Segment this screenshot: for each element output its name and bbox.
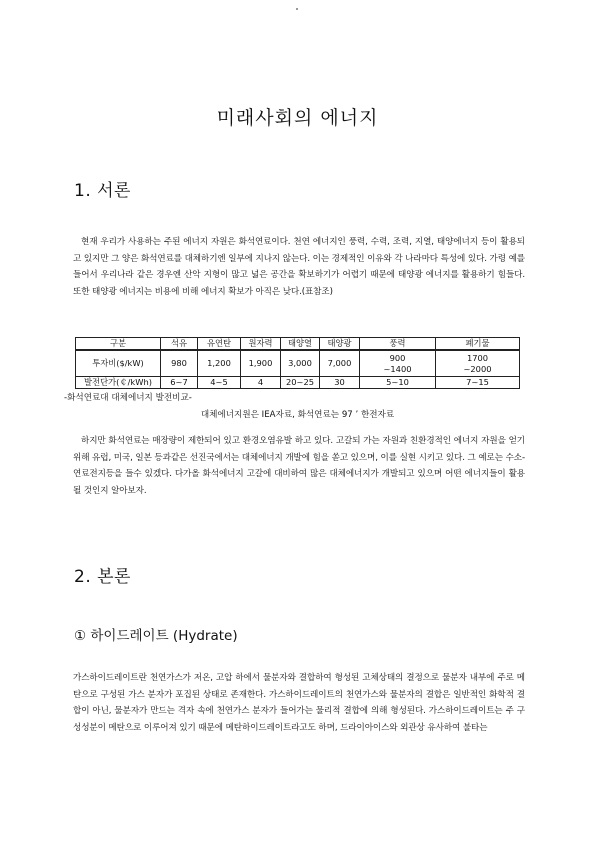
table-row (76, 350, 520, 377)
table-cell: 30 (320, 377, 360, 389)
table-cell: 980 (161, 350, 198, 377)
table-cell: 20~25 (281, 377, 320, 389)
table-cell: 3,000 (281, 350, 320, 377)
table-header-cell: 태양광 (320, 338, 360, 351)
table-header-cell: 석유 (161, 338, 198, 351)
table-cell: 900 ~1400 (360, 350, 436, 377)
table-cell: 투자비($/kW) (76, 350, 161, 377)
introduction-paragraph-2: 하지만 화석연료는 매장량이 제한되어 있고 환경오염유발 하고 있다. 고갈되 가는 자원과 친환경적인 에너지 자원을 얻기위해 유럽, 미국, 일본 등과같은 선진국에서는 대체에너지 개발에 힘을 쏟고 있으며, 이를 실현 시키고 있다. 그 예로는 수소-연료전지등을 들수 있겠다. 다가올 화석에너지 고갈에 대비하여 많은 대체에너지가 개발되고 있으며 어떤 에너지들이 활용 될 것인지 알아보자. (73, 436, 525, 497)
table-cell: 발전단가(￠/kWh) (76, 377, 161, 389)
table-source-note: 대체에너지원은 IEA자료, 화석연료는 97 ’ 한전자료 (200, 410, 395, 420)
table-header-cell: 구분 (76, 338, 161, 351)
table-cell: 5~10 (360, 377, 436, 389)
table-cell: 1,200 (198, 350, 241, 377)
document-title: 미래사회의 에너지 (216, 107, 379, 129)
table-caption: -화석연료대 대체에너지 발전비교- (64, 393, 192, 403)
table-header-cell: 원자력 (241, 338, 281, 351)
table-cell: 7~15 (436, 377, 520, 389)
table-cell: 4~5 (198, 377, 241, 389)
energy-comparison-table (75, 337, 520, 389)
section-heading-introduction: 1. 서론 (74, 181, 131, 201)
table-header-row (76, 338, 520, 351)
table-header-cell: 풍력 (360, 338, 436, 351)
page-mark (296, 8, 298, 10)
table-cell: 1700 ~2000 (436, 350, 520, 377)
table-header-cell: 폐기물 (436, 338, 520, 351)
section-heading-body: 2. 본론 (74, 567, 131, 587)
table-cell: 6~7 (161, 377, 198, 389)
table-row (76, 377, 520, 389)
table-header-cell: 태양열 (281, 338, 320, 351)
hydrate-paragraph: 가스하이드레이트란 천연가스가 저온, 고압 하에서 물분자와 결합하여 형성된 고체상태의 결정으로 물분자 내부에 주로 메탄으로 구성된 가스 분자가 포집된 상태로 존재한다. 가스하이드레이트의 천연가스와 물분자의 결합은 일반적인 화학적 결합이 아닌, 물분자가 만드는 격자 속에 천연가스 분자가 들어가는 물리적 결합에 의해 형성된다. 가스하이드레이트는 주 구성성분이 메탄으로 이루어져 있기 때문에 메탄하이드레이트라고도 하며, 드라이아이스와 외관상 유사하여 불타는 (73, 673, 525, 734)
table-cell: 4 (241, 377, 281, 389)
table-header-cell: 유연탄 (198, 338, 241, 351)
table-cell: 7,000 (320, 350, 360, 377)
table-cell: 1,900 (241, 350, 281, 377)
subsection-heading-hydrate: ① 하이드레이트 (Hydrate) (74, 628, 238, 644)
introduction-paragraph-1: 현재 우리가 사용하는 주된 에너지 자원은 화석연료이다. 천연 에너지인 풍력, 수력, 조력, 지열, 태양에너지 등이 활용되고 있지만 그 양은 화석연료를 대체하기엔 일부에 지나지 않는다. 이는 경제적인 이유와 각 나라마다 특성에 있다. 가령 예를 들어서 우리나라 같은 경우엔 산악 지형이 많고 넓은 공간을 확보하기가 어렵기 때문에 태양광 에너지를 활용하기 힘들다. 또한 태양광 에너지는 비용에 비해 에너지 확보가 아직은 낮다.(표참조) (73, 237, 525, 298)
